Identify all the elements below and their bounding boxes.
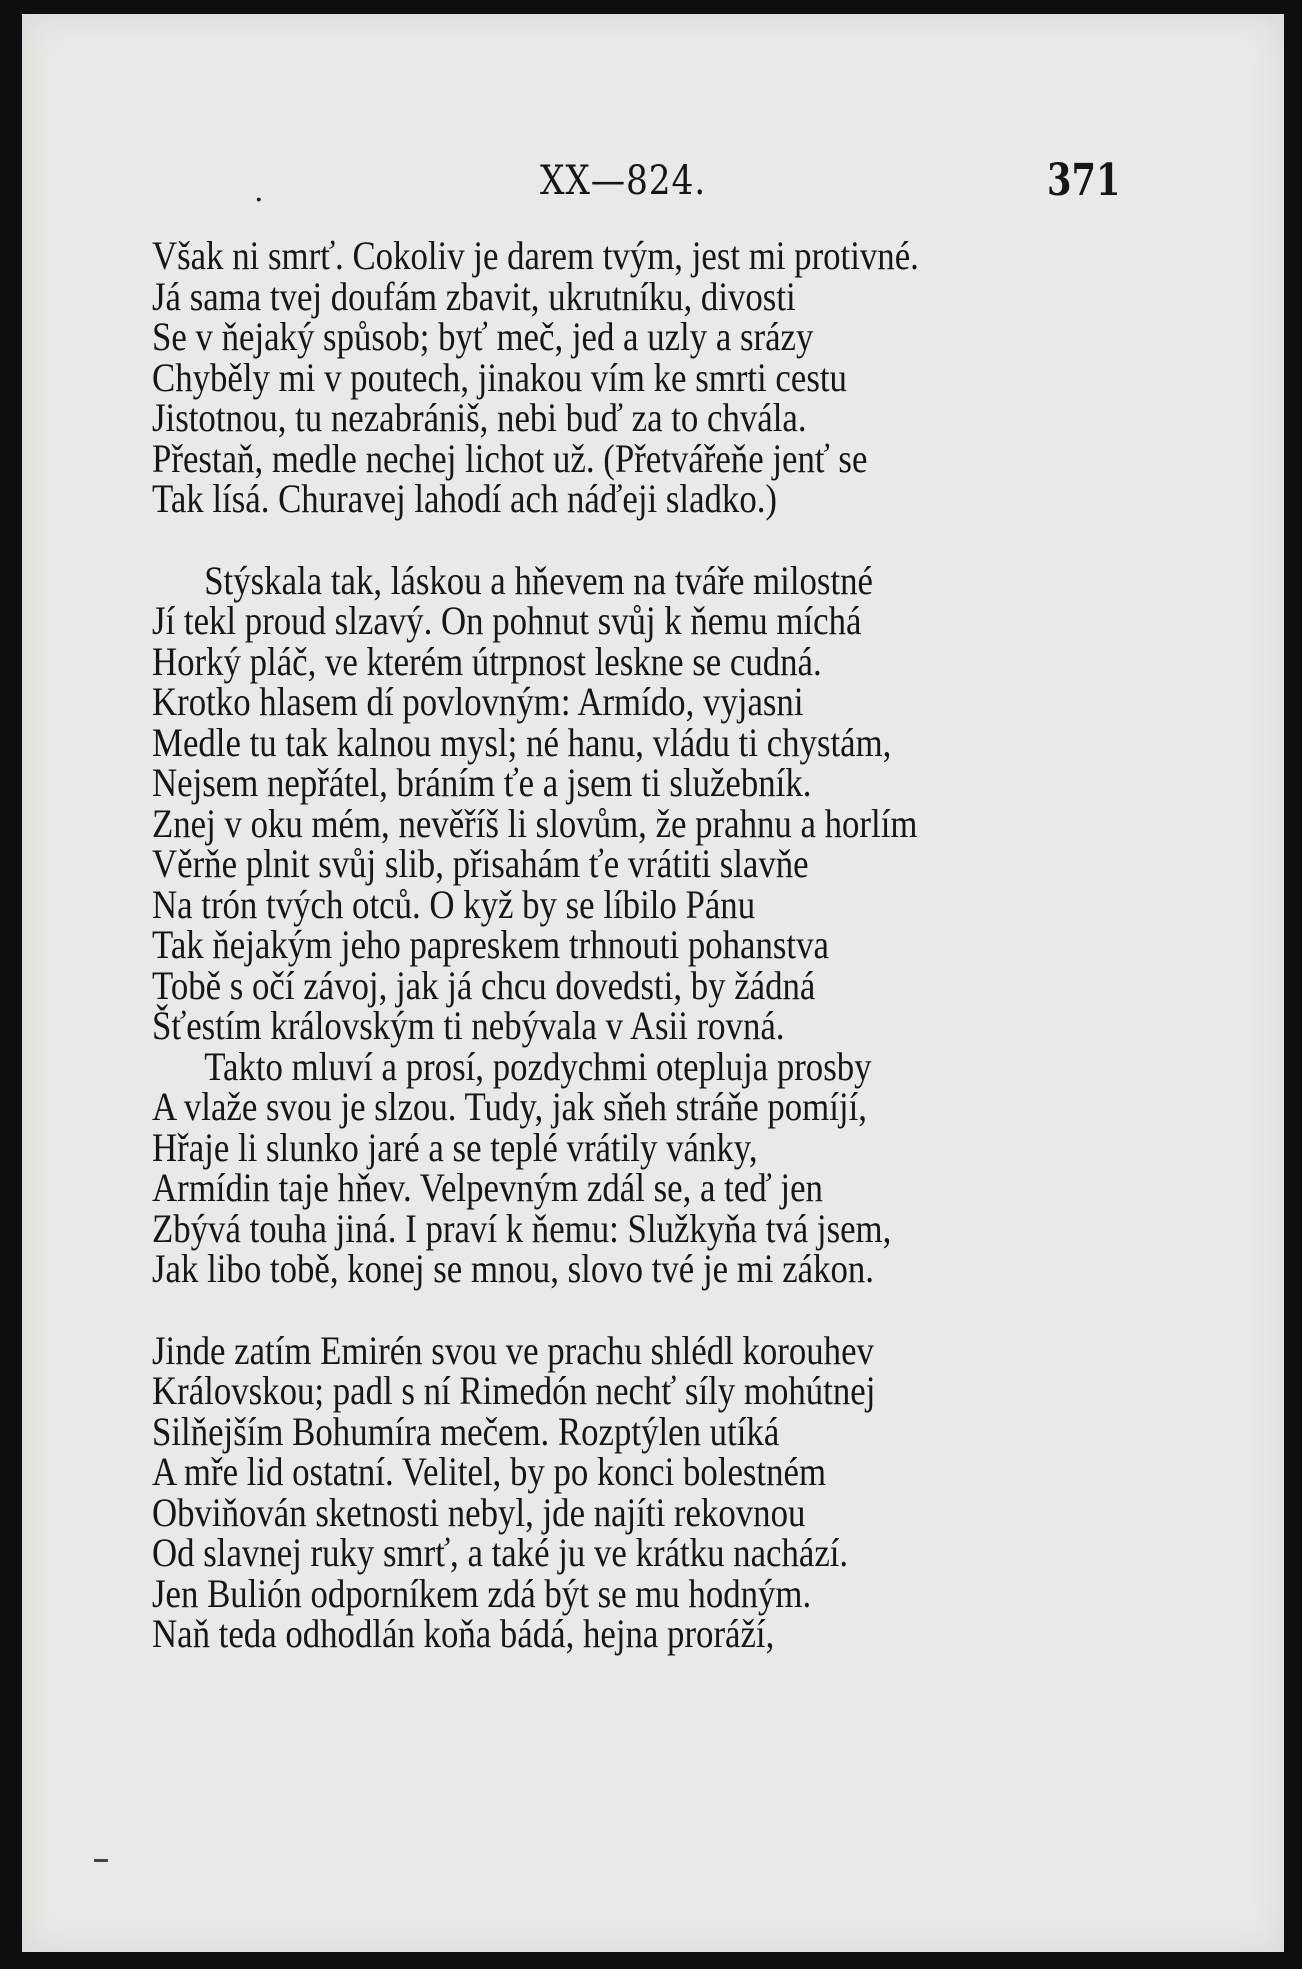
verse-line: Tak lísá. Churavej lahodí ach náďeji sladko.) <box>152 476 778 521</box>
verse-line: Nejsem nepřátel, bráním ťe a jsem ti služebník. <box>152 760 812 805</box>
stanza <box>152 1327 1162 1656</box>
verse-line: Armídin taje hňev. Velpevným zdál se, a teď jen <box>152 1165 823 1210</box>
verse-line: Přestaň, medle nechej lichot už. (Přetvářeňe jenť se <box>152 435 868 481</box>
verse-line: Jistotnou, tu nezabrániš, nebi buď za to chvála. <box>152 395 807 440</box>
verse-line: Jak libo tobě, konej se mnou, slovo tvé je mi zákon. <box>152 1246 874 1291</box>
verse-line: Jinde zatím Emirén svou ve prachu shlédl korouhev <box>152 1327 874 1373</box>
verse-line: Se v ňejaký spůsob; byť meč, jed a uzly a srázy <box>152 314 814 359</box>
verse-line: Jen Bulión odporníkem zdá být se mu hodným. <box>152 1570 812 1616</box>
verse-line: Chyběly mi v poutech, jinakou vím ke smrti cestu <box>152 354 847 400</box>
verse-line: Šťestím královským ti nebývala v Asii rovná. <box>152 1003 785 1048</box>
verse-line: Takto mluví a prosí, pozdychmi otepluja prosby <box>204 1043 872 1089</box>
stanza <box>152 233 1162 521</box>
header-dot: . <box>254 174 264 209</box>
verse-line: Však ni smrť. Cokoliv je darem tvým, jest mi protivné. <box>152 233 919 278</box>
verse-line: A vlaže svou je slzou. Tudy, jak sňeh stráňe pomíjí, <box>152 1084 867 1129</box>
book-page <box>22 14 1284 1952</box>
verse-line: Jí tekl proud slzavý. On pohnut svůj k ňemu míchá <box>152 598 862 643</box>
verse-line: Naň teda odhodlán koňa bádá, hejna proráží, <box>152 1611 775 1656</box>
verse-line: Tobě s očí závoj, jak já chcu dovedsti, by žádná <box>152 962 816 1008</box>
verse-line: Na trón tvých otců. O kyž by se líbilo Pánu <box>152 881 756 927</box>
verse-line: A mře lid ostatní. Velitel, by po konci bolestném <box>152 1449 827 1494</box>
verse-line: Hřaje li slunko jaré a se teplé vrátily vánky, <box>152 1124 758 1170</box>
verse-line: Tak ňejakým jeho papreskem trhnouti pohanstva <box>152 922 829 967</box>
verse-line: Královskou; padl s ní Rimedón nechť síly mohútnej <box>152 1368 876 1413</box>
verse-line: Horký pláč, ve kterém útrpnost leskne se cudná. <box>152 638 822 684</box>
verse-line: Zbývá touha jiná. I praví k ňemu: Služkyňa tvá jsem, <box>152 1205 892 1251</box>
stanza <box>152 557 1162 1291</box>
verse-line: Stýskala tak, láskou a hňevem na tváře milostné <box>204 557 873 603</box>
verse-line: Silňejším Bohumíra mečem. Rozptýlen utíká <box>152 1408 780 1454</box>
page-header <box>22 149 1284 209</box>
poem-text <box>152 233 1162 1656</box>
verse-line: Krotko hlasem dí povlovným: Armído, vyjasni <box>152 679 804 724</box>
running-title: XX—824. <box>540 158 706 204</box>
verse-line: Já sama tvej doufám zbavit, ukrutníku, divosti <box>152 273 796 319</box>
stray-mark <box>94 1859 108 1862</box>
verse-line: Obviňován sketnosti nebyl, jde najíti rekovnou <box>152 1489 806 1535</box>
verse-line: Od slavnej ruky smrť, a také ju ve krátku nachází. <box>152 1530 849 1575</box>
verse-line: Medle tu tak kalnou mysl; né hanu, vládu ti chystám, <box>152 719 892 765</box>
verse-line: Věrňe plnit svůj slib, přisahám ťe vrátiti slavňe <box>152 841 809 886</box>
page-number: 371 <box>1047 155 1121 206</box>
verse-line: Znej v oku mém, nevěříš li slovům, že prahnu a horlím <box>152 800 918 846</box>
